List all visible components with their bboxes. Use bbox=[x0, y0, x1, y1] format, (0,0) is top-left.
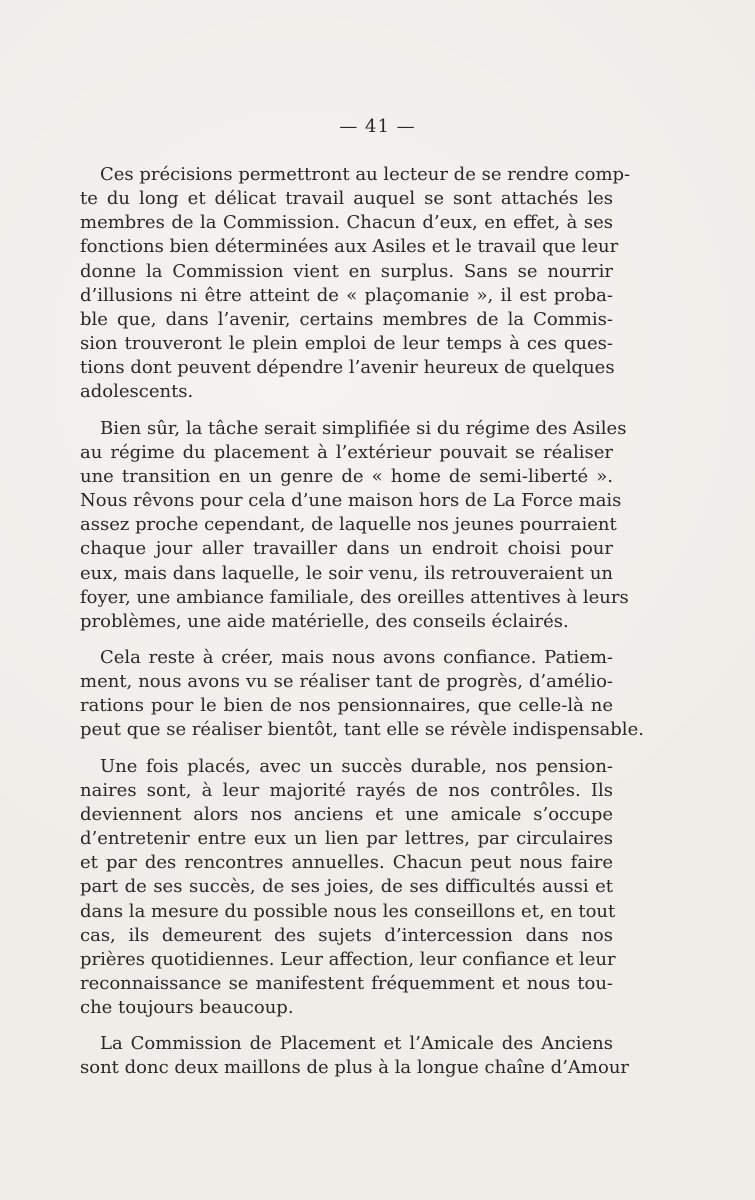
paragraph-4 bbox=[80, 755, 616, 1021]
text-line: ment, nous avons vu se réaliser tant de progrès, d’amélio- bbox=[80, 671, 613, 693]
text-line: une transition en un genre de « home de semi-liberté ». bbox=[80, 465, 613, 487]
text-line: donne la Commission vient en surplus. Sans se nourrir bbox=[80, 260, 613, 282]
text-line: eux, mais dans laquelle, le soir venu, ils retrouveraient un bbox=[80, 562, 613, 584]
text-line: sont donc deux maillons de plus à la longue chaîne d’Amour bbox=[80, 1057, 630, 1079]
text-line: che toujours beaucoup. bbox=[80, 997, 294, 1019]
text-line: Ces précisions permettront au lecteur de se rendre comp- bbox=[100, 164, 631, 185]
text-line: La Commission de Placement et l’Amicale des Anciens bbox=[100, 1033, 613, 1055]
text-line: tions dont peuvent dépendre l’avenir heureux de quelques bbox=[80, 357, 615, 379]
text-line: d’illusions ni être atteint de « plaçomanie », il est proba- bbox=[80, 284, 613, 306]
text-line: assez proche cependant, de laquelle nos jeunes pourraient bbox=[80, 514, 617, 536]
text-line: Une fois placés, avec un succès durable, nos pension- bbox=[100, 755, 613, 777]
text-line: Cela reste à créer, mais nous avons confiance. Patiem- bbox=[100, 646, 613, 668]
text-line: te du long et délicat travail auquel se sont attachés les bbox=[80, 188, 613, 210]
page-number: — 41 — bbox=[339, 116, 416, 137]
text-line: foyer, une ambiance familiale, des oreilles attentives à leurs bbox=[80, 586, 629, 608]
text-line: ble que, dans l’avenir, certains membres de la Commis- bbox=[80, 308, 613, 330]
text-line: peut que se réaliser bientôt, tant elle se révèle indispensable. bbox=[80, 719, 644, 741]
text-line: adolescents. bbox=[80, 381, 194, 403]
paragraph-1 bbox=[80, 163, 631, 405]
text-line: Bien sûr, la tâche serait simplifiée si du régime des Asiles bbox=[100, 417, 627, 439]
body-text bbox=[80, 163, 644, 1093]
text-line: Nous rêvons pour cela d’une maison hors de La Force mais bbox=[80, 490, 622, 512]
text-line: deviennent alors nos anciens et une amicale s’occupe bbox=[80, 803, 613, 825]
text-line: d’entretenir entre eux un lien par lettres, par circulaires bbox=[80, 828, 613, 850]
paragraph-2 bbox=[80, 417, 629, 634]
text-line: cas, ils demeurent des sujets d’intercession dans nos bbox=[80, 924, 613, 946]
text-line: sion trouveront le plein emploi de leur temps à ces ques- bbox=[80, 333, 613, 355]
text-line: rations pour le bien de nos pensionnaires, que celle-là ne bbox=[80, 695, 613, 717]
text-line: naires sont, à leur majorité rayés de nos contrôles. Ils bbox=[80, 779, 613, 801]
text-line: au régime du placement à l’extérieur pouvait se réaliser bbox=[80, 441, 613, 463]
paragraph-3 bbox=[80, 646, 644, 743]
text-line: membres de la Commission. Chacun d’eux, en effet, à ses bbox=[80, 212, 613, 234]
text-line: prières quotidiennes. Leur affection, leur confiance et leur bbox=[80, 948, 616, 970]
text-line: problèmes, une aide matérielle, des conseils éclairés. bbox=[80, 610, 569, 632]
text-line: part de ses succès, de ses joies, de ses difficultés aussi et bbox=[80, 876, 613, 898]
text-line: reconnaissance se manifestent fréquemment et nous tou- bbox=[80, 973, 613, 994]
text-line: chaque jour aller travailler dans un endroit choisi pour bbox=[80, 538, 613, 560]
text-line: dans la mesure du possible nous les conseillons et, en tout bbox=[80, 900, 616, 922]
text-line: fonctions bien déterminées aux Asiles et le travail que leur bbox=[80, 236, 619, 258]
paragraph-5 bbox=[80, 1032, 630, 1080]
text-line: et par des rencontres annuelles. Chacun peut nous faire bbox=[80, 852, 613, 874]
